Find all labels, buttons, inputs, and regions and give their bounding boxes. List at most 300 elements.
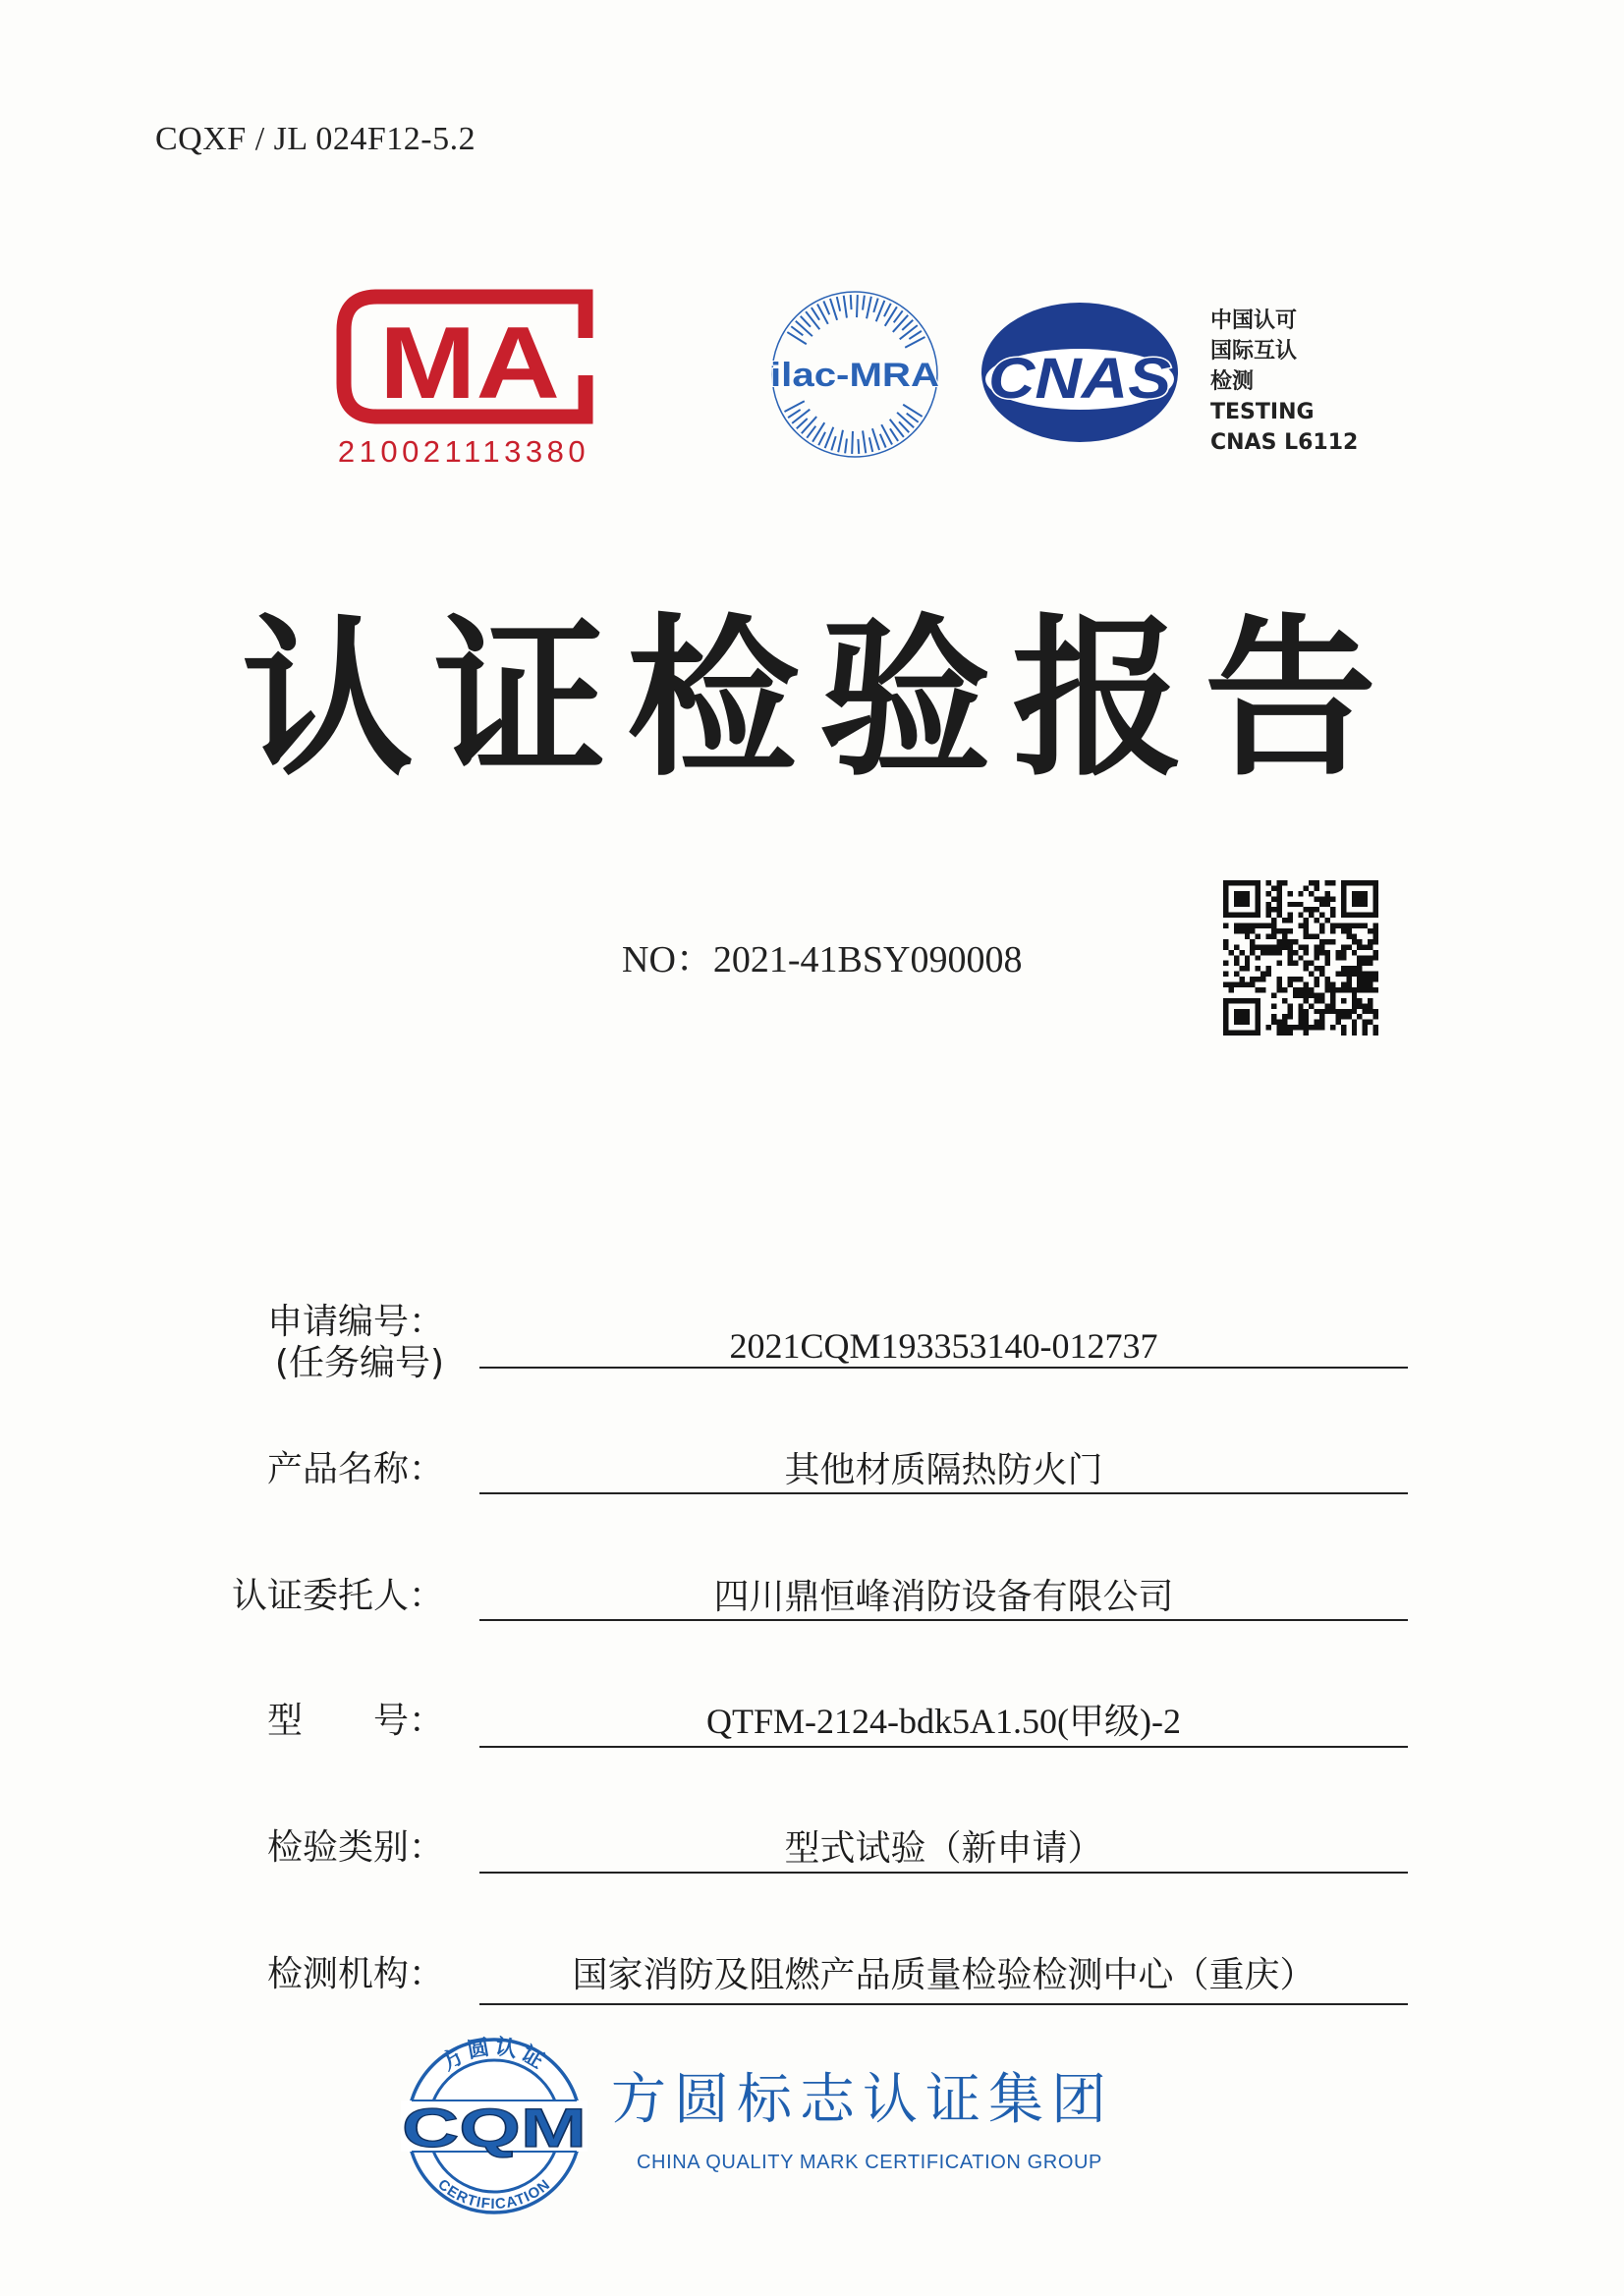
qr-module [1373, 902, 1378, 907]
qr-module [1309, 992, 1314, 997]
qr-module [1335, 955, 1340, 960]
qr-module [1276, 885, 1281, 890]
qr-module [1352, 972, 1357, 977]
qr-module [1223, 896, 1228, 901]
qr-module [1363, 1025, 1368, 1030]
ilac-tick [893, 315, 908, 332]
qr-module [1282, 933, 1287, 938]
ilac-tick [863, 430, 866, 453]
qr-module [1256, 933, 1260, 938]
ilac-tick [788, 410, 801, 418]
qr-module [1373, 907, 1378, 912]
qr-module [1357, 891, 1362, 896]
qr-module [1260, 950, 1265, 955]
qr-module [1282, 928, 1287, 933]
qr-module [1357, 913, 1362, 918]
ilac-tick [838, 430, 843, 452]
qr-module [1234, 1009, 1239, 1014]
qr-module [1276, 880, 1281, 885]
field-label-product-name: 产品名称： [266, 1449, 444, 1489]
qr-module [1363, 982, 1368, 987]
qr-module [1245, 955, 1250, 960]
qr-module [1223, 1025, 1228, 1030]
field-value-testing-body: 国家消防及阻燃产品质量检验检测中心（重庆） [572, 1955, 1316, 1994]
ilac-tick [791, 326, 803, 335]
qr-module [1276, 896, 1281, 901]
cnas-caption [1210, 306, 1358, 458]
qr-module [1363, 955, 1368, 960]
qr-module [1256, 955, 1260, 960]
qr-module [1352, 1031, 1357, 1036]
cma-number: 210021113380 [337, 434, 590, 469]
qr-module [1373, 950, 1378, 955]
qr-module [1341, 896, 1346, 901]
cqm-letters: CQM [402, 2097, 587, 2158]
qr-module [1315, 907, 1319, 912]
qr-module [1298, 902, 1303, 907]
qr-module [1330, 907, 1335, 912]
qr-module [1309, 880, 1314, 885]
qr-module [1276, 961, 1281, 966]
qr-module [1266, 933, 1271, 938]
qr-module [1223, 885, 1228, 890]
qr-module [1363, 987, 1368, 992]
qr-module [1228, 950, 1233, 955]
qr-module [1260, 977, 1265, 981]
qr-module [1287, 939, 1292, 944]
qr-module [1228, 880, 1233, 885]
qr-module [1239, 1020, 1244, 1025]
qr-module [1325, 939, 1330, 944]
qr-module [1341, 944, 1346, 949]
qr-module [1228, 1031, 1233, 1036]
qr-module [1282, 918, 1287, 923]
qr-module [1352, 896, 1357, 901]
qr-module [1282, 944, 1287, 949]
qr-module [1271, 907, 1276, 912]
qr-module [1271, 950, 1276, 955]
qr-module [1325, 950, 1330, 955]
qr-module [1319, 896, 1324, 901]
qr-module [1325, 902, 1330, 907]
cma-logo-graphic [334, 287, 599, 426]
qr-module [1239, 896, 1244, 901]
qr-module [1287, 955, 1292, 960]
field-value-inspection-type: 型式试验（新申请） [784, 1828, 1103, 1868]
qr-code [1223, 880, 1378, 1036]
qr-module [1245, 933, 1250, 938]
qr-module [1325, 987, 1330, 992]
qr-module [1287, 1025, 1292, 1030]
qr-module [1271, 944, 1276, 949]
qr-module [1357, 998, 1362, 1003]
qr-module [1325, 1003, 1330, 1008]
qr-module [1373, 933, 1378, 938]
qr-module [1245, 961, 1250, 966]
cqm-group-name-en: CHINA QUALITY MARK CERTIFICATION GROUP [637, 2152, 1102, 2173]
qr-module [1325, 918, 1330, 923]
ilac-tick [801, 316, 811, 327]
qr-module [1357, 944, 1362, 949]
qr-module [1341, 924, 1346, 928]
qr-module [1276, 902, 1281, 907]
qr-module [1239, 1031, 1244, 1036]
qr-module [1341, 1014, 1346, 1019]
document-code: CQXF / JL 024F12-5.2 [155, 121, 476, 157]
qr-module [1325, 1009, 1330, 1014]
qr-module [1319, 998, 1324, 1003]
qr-module [1363, 1020, 1368, 1025]
qr-module [1352, 1003, 1357, 1008]
qr-module [1304, 966, 1309, 971]
qr-module [1250, 924, 1255, 928]
qr-module [1234, 961, 1239, 966]
qr-module [1373, 987, 1378, 992]
ilac-tick [818, 432, 825, 445]
cnas-caption-line: CNAS L6112 [1210, 430, 1359, 455]
qr-module [1223, 1014, 1228, 1019]
cnas-text: CNAS [988, 347, 1172, 411]
qr-module [1363, 1031, 1368, 1036]
qr-module [1319, 1014, 1324, 1019]
qr-module [1309, 907, 1314, 912]
qr-module [1352, 992, 1357, 997]
qr-module [1341, 902, 1346, 907]
qr-module [1266, 880, 1271, 885]
ilac-tick [831, 436, 835, 450]
qr-module [1239, 924, 1244, 928]
qr-module [1266, 891, 1271, 896]
qr-module [1330, 896, 1335, 901]
field-label-text: 申请编号： [266, 1302, 444, 1342]
qr-module [1319, 924, 1324, 928]
qr-module [1315, 885, 1319, 890]
ilac-tick [890, 420, 904, 437]
qr-module [1352, 924, 1357, 928]
qr-module [1352, 1020, 1357, 1025]
qr-module [1309, 1003, 1314, 1008]
qr-module [1239, 891, 1244, 896]
qr-module [1363, 924, 1368, 928]
qr-module [1352, 880, 1357, 885]
qr-module [1368, 944, 1372, 949]
qr-module [1304, 928, 1309, 933]
qr-module [1335, 950, 1340, 955]
field-underline [479, 1872, 1408, 1874]
ilac-mra-graphic [764, 287, 945, 462]
ilac-tick [797, 419, 808, 428]
qr-module [1357, 972, 1362, 977]
qr-module [1368, 998, 1372, 1003]
cqm-graphic [398, 2036, 590, 2216]
cnas-logo [979, 301, 1181, 444]
qr-module [1346, 944, 1351, 949]
qr-module [1304, 1009, 1309, 1014]
qr-module [1319, 913, 1324, 918]
qr-module [1223, 1009, 1228, 1014]
qr-module [1325, 955, 1330, 960]
qr-module [1228, 987, 1233, 992]
qr-module [1304, 1031, 1309, 1036]
qr-module [1341, 982, 1346, 987]
qr-module [1239, 982, 1244, 987]
ilac-tick [890, 428, 898, 441]
qr-module [1250, 939, 1255, 944]
qr-module [1335, 987, 1340, 992]
qr-module [1315, 982, 1319, 987]
qr-module [1282, 1014, 1287, 1019]
qr-module [1335, 1020, 1340, 1025]
ilac-mra-logo [764, 287, 945, 462]
ilac-tick [851, 295, 852, 309]
ilac-tick [784, 401, 804, 412]
ilac-tick [903, 405, 923, 417]
ilac-tick [844, 296, 847, 318]
qr-module [1373, 924, 1378, 928]
qr-module [1250, 913, 1255, 918]
qr-module [1223, 1003, 1228, 1008]
qr-module [1341, 891, 1346, 896]
qr-module [1304, 907, 1309, 912]
qr-module [1276, 907, 1281, 912]
field-label-subtext: (任务编号) [274, 1343, 444, 1383]
qr-module [1352, 1025, 1357, 1030]
qr-module [1223, 982, 1228, 987]
qr-module [1234, 982, 1239, 987]
qr-module [1304, 1014, 1309, 1019]
qr-module [1363, 1003, 1368, 1008]
qr-module [1352, 891, 1357, 896]
qr-module [1325, 977, 1330, 981]
qr-module [1330, 913, 1335, 918]
qr-module [1352, 950, 1357, 955]
ilac-tick [823, 301, 829, 314]
ilac-tick [894, 310, 903, 322]
qr-module [1223, 891, 1228, 896]
qr-module [1346, 913, 1351, 918]
qr-module [1287, 1014, 1292, 1019]
qr-module [1352, 939, 1357, 944]
qr-module [1256, 1025, 1260, 1030]
ilac-tick [812, 308, 819, 320]
qr-module [1363, 977, 1368, 981]
qr-module [1266, 913, 1271, 918]
qr-module [1373, 1025, 1378, 1030]
qr-module [1325, 896, 1330, 901]
qr-module [1239, 998, 1244, 1003]
qr-module [1298, 987, 1303, 992]
qr-module [1298, 955, 1303, 960]
field-label-testing-body: 检测机构： [266, 1954, 444, 1994]
qr-module [1319, 1009, 1324, 1014]
field-label-application-no [167, 1302, 444, 1384]
ilac-tick [905, 337, 924, 348]
qr-module [1309, 913, 1314, 918]
qr-module [1315, 955, 1319, 960]
ilac-tick [869, 437, 872, 452]
qr-module [1373, 1009, 1378, 1014]
qr-module [1239, 966, 1244, 971]
qr-module [1282, 987, 1287, 992]
qr-module [1319, 966, 1324, 971]
qr-module [1276, 1025, 1281, 1030]
qr-module [1256, 966, 1260, 971]
qr-module [1315, 944, 1319, 949]
ilac-tick [899, 421, 909, 432]
qr-module [1341, 972, 1346, 977]
qr-module [1346, 924, 1351, 928]
qr-module [1239, 950, 1244, 955]
qr-module [1309, 1025, 1314, 1030]
ilac-tick [902, 320, 913, 330]
qr-module [1341, 950, 1346, 955]
qr-module [1298, 913, 1303, 918]
qr-module [1373, 913, 1378, 918]
qr-module [1357, 880, 1362, 885]
qr-module [1363, 1009, 1368, 1014]
qr-module [1250, 982, 1255, 987]
qr-module [1368, 1009, 1372, 1014]
cqm-group-name-cn: 方圆标志认证集团 [611, 2068, 1114, 2132]
qr-module [1287, 902, 1292, 907]
qr-module [1239, 977, 1244, 981]
qr-module [1223, 961, 1228, 966]
qr-module [1341, 907, 1346, 912]
qr-module [1256, 1003, 1260, 1008]
qr-module [1335, 1009, 1340, 1014]
qr-module [1330, 1003, 1335, 1008]
ilac-tick [907, 414, 919, 422]
qr-module [1346, 928, 1351, 933]
field-value-model: QTFM-2124-bdk5A1.50(甲级)-2 [706, 1702, 1181, 1741]
qr-module [1239, 1014, 1244, 1019]
cnas-caption-line: 中国认可 [1210, 308, 1298, 333]
qr-module [1315, 1020, 1319, 1025]
qr-module [1368, 955, 1372, 960]
field-underline [479, 1367, 1408, 1369]
qr-module [1245, 896, 1250, 901]
qr-module [1223, 939, 1228, 944]
qr-module [1315, 998, 1319, 1003]
qr-module [1304, 987, 1309, 992]
field-underline [479, 1746, 1408, 1748]
ilac-tick [837, 297, 840, 311]
ilac-tick [806, 311, 819, 329]
qr-module [1363, 880, 1368, 885]
qr-module [1341, 955, 1346, 960]
qr-module [1315, 1025, 1319, 1030]
qr-module [1234, 944, 1239, 949]
ilac-tick [857, 295, 858, 317]
qr-module [1245, 880, 1250, 885]
qr-module [1298, 977, 1303, 981]
qr-module [1256, 907, 1260, 912]
qr-module [1346, 977, 1351, 981]
qr-module [1245, 913, 1250, 918]
qr-module [1341, 998, 1346, 1003]
qr-module [1223, 924, 1228, 928]
qr-module [1250, 880, 1255, 885]
qr-module [1330, 924, 1335, 928]
qr-module [1271, 1020, 1276, 1025]
qr-module [1271, 885, 1276, 890]
qr-module [1309, 933, 1314, 938]
qr-module [1245, 982, 1250, 987]
qr-module [1319, 950, 1324, 955]
field-value-applicant: 四川鼎恒峰消防设备有限公司 [713, 1577, 1174, 1616]
cnas-graphic [979, 301, 1181, 444]
ilac-tick [900, 325, 918, 339]
qr-module [1341, 1009, 1346, 1014]
qr-module [1287, 913, 1292, 918]
qr-module [1373, 885, 1378, 890]
qr-module [1298, 924, 1303, 928]
qr-module [1330, 1009, 1335, 1014]
field-label-inspection-type: 检验类别： [266, 1827, 444, 1868]
report-title: 认证检验报告 [242, 600, 1397, 800]
ilac-tick [845, 439, 847, 454]
qr-module [1330, 1025, 1335, 1030]
qr-module [1271, 918, 1276, 923]
qr-module [1250, 1031, 1255, 1036]
qr-module [1368, 928, 1372, 933]
qr-module [1239, 1009, 1244, 1014]
qr-module [1352, 933, 1357, 938]
qr-module [1352, 913, 1357, 918]
cma-logo [334, 287, 599, 426]
qr-module [1245, 966, 1250, 971]
qr-module [1234, 998, 1239, 1003]
qr-module [1234, 902, 1239, 907]
qr-module [1234, 955, 1239, 960]
qr-module [1223, 913, 1228, 918]
qr-module [1357, 924, 1362, 928]
qr-module [1276, 1020, 1281, 1025]
qr-module [1271, 1014, 1276, 1019]
qr-module [1357, 987, 1362, 992]
ilac-tick [897, 413, 914, 427]
qr-module [1346, 972, 1351, 977]
qr-module [1352, 902, 1357, 907]
qr-module [1276, 977, 1281, 981]
qr-module [1357, 955, 1362, 960]
qr-module [1373, 891, 1378, 896]
qr-module [1357, 896, 1362, 901]
qr-module [1315, 918, 1319, 923]
qr-module [1309, 891, 1314, 896]
qr-module [1250, 998, 1255, 1003]
qr-module [1315, 1009, 1319, 1014]
qr-module [1256, 1031, 1260, 1036]
qr-module [1256, 977, 1260, 981]
qr-module [1287, 977, 1292, 981]
qr-module [1298, 1003, 1303, 1008]
qr-module [1260, 972, 1265, 977]
qr-module [1245, 1020, 1250, 1025]
qr-module [1341, 880, 1346, 885]
qr-module [1373, 1031, 1378, 1036]
qr-module [1276, 913, 1281, 918]
qr-module [1319, 972, 1324, 977]
qr-module [1298, 992, 1303, 997]
qr-module [1325, 982, 1330, 987]
qr-module [1234, 896, 1239, 901]
qr-module [1373, 896, 1378, 901]
qr-module [1256, 913, 1260, 918]
qr-module [1293, 1025, 1298, 1030]
qr-module [1234, 1014, 1239, 1019]
qr-module [1304, 1020, 1309, 1025]
